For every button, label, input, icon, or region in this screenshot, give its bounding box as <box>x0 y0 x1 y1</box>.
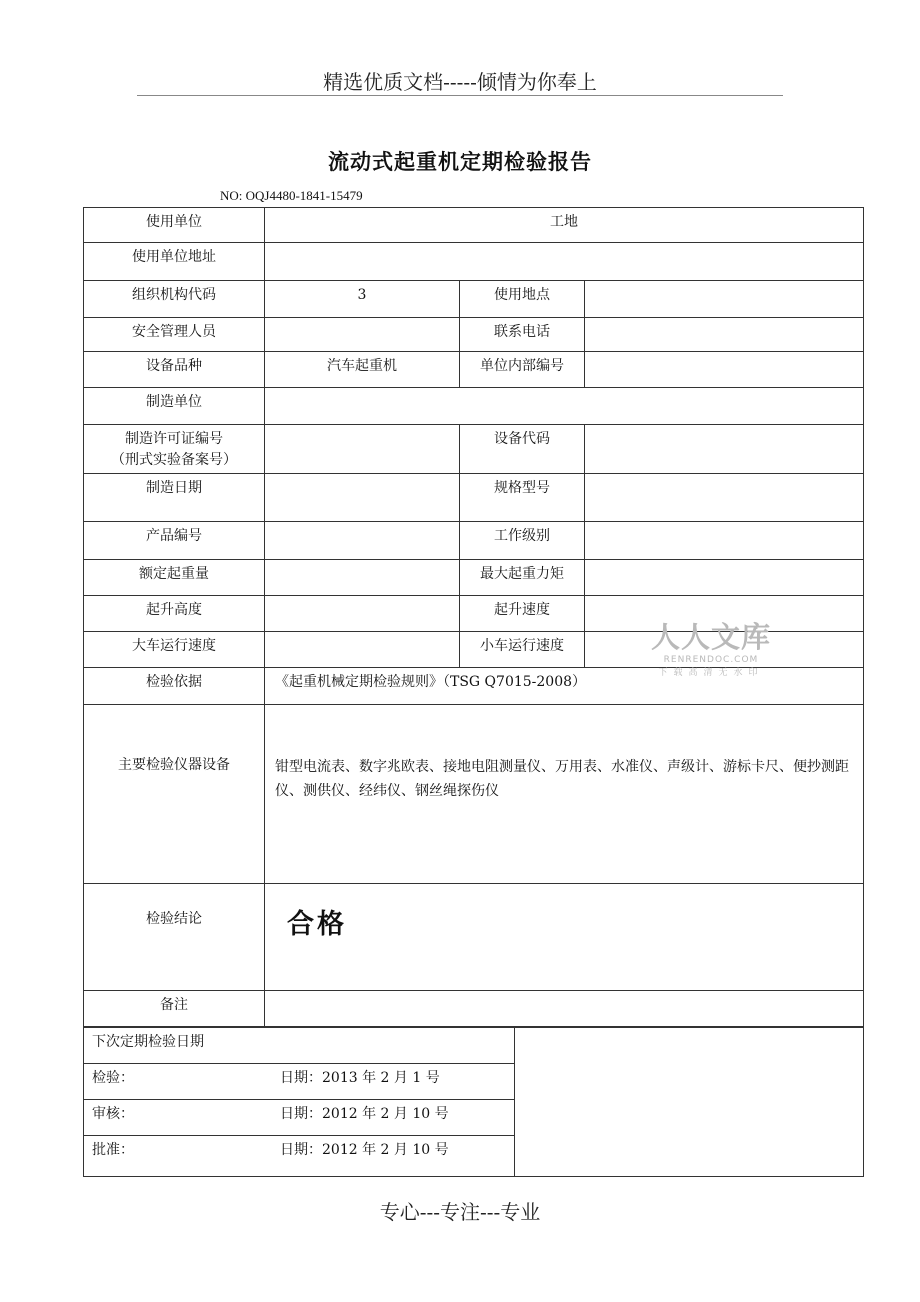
label-crane-speed: 大车运行速度 <box>84 632 265 668</box>
label-lift-height: 起升高度 <box>84 596 265 632</box>
signoff-date: 日期：2012 年 2 月 10 号 <box>280 1106 449 1122</box>
label-trolley-speed: 小车运行速度 <box>460 632 585 668</box>
table-row <box>84 281 864 318</box>
table-row <box>84 425 864 474</box>
value-internal-no <box>585 352 864 388</box>
value-user-address <box>265 243 864 281</box>
value-equipment-code <box>585 425 864 474</box>
label-conclusion: 检验结论 <box>84 884 265 991</box>
value-work-class <box>585 522 864 560</box>
watermark-logo <box>646 619 776 680</box>
label-license-no-line2: （刑式实验备案号） <box>111 452 237 468</box>
label-product-no: 产品编号 <box>84 522 265 560</box>
signoff-date: 日期：2012 年 2 月 10 号 <box>280 1142 449 1158</box>
table-row <box>84 388 864 425</box>
value-lift-height <box>265 596 460 632</box>
value-safety-manager <box>265 318 460 352</box>
label-manufacture-date: 制造日期 <box>84 474 265 522</box>
label-use-location: 使用地点 <box>460 281 585 318</box>
table-row <box>84 560 864 596</box>
value-use-location <box>585 281 864 318</box>
value-model <box>585 474 864 522</box>
value-remarks <box>265 991 864 1027</box>
label-license-no-line1: 制造许可证编号 <box>125 431 223 447</box>
label-org-code: 组织机构代码 <box>84 281 265 318</box>
signoff-row-inspection <box>84 1064 515 1100</box>
value-phone <box>585 318 864 352</box>
label-user-address: 使用单位地址 <box>84 243 265 281</box>
table-row <box>84 352 864 388</box>
value-manufacturer <box>265 388 864 425</box>
value-license-no <box>265 425 460 474</box>
value-user-unit: 工地 <box>265 208 864 243</box>
label-max-moment: 最大起重力矩 <box>460 560 585 596</box>
signoff-role: 审核： <box>92 1106 134 1122</box>
signoff-date: 日期：2013 年 2 月 1 号 <box>280 1070 440 1086</box>
value-rated-load <box>265 560 460 596</box>
signoff-table <box>83 1027 864 1177</box>
signoff-row-review <box>84 1100 515 1136</box>
value-manufacture-date <box>265 474 460 522</box>
value-product-no <box>265 522 460 560</box>
signoff-role: 检验： <box>92 1070 134 1086</box>
label-user-unit: 使用单位 <box>84 208 265 243</box>
label-instruments: 主要检验仪器设备 <box>84 705 265 884</box>
inspection-form-table <box>83 207 864 1027</box>
value-instruments: 钳型电流表、数字兆欧表、接地电阻测量仪、万用表、水准仪、声级计、游标卡尺、便抄测距仪、测供仪、经纬仪、钢丝绳探伤仪 <box>265 705 864 884</box>
page-header: 精选优质文档-----倾情为你奉上 <box>323 70 597 94</box>
value-org-code: 3 <box>265 281 460 318</box>
label-rated-load: 额定起重量 <box>84 560 265 596</box>
label-basis: 检验依据 <box>84 668 265 705</box>
label-work-class: 工作级别 <box>460 522 585 560</box>
label-internal-no: 单位内部编号 <box>460 352 585 388</box>
value-conclusion: 合格 <box>265 884 864 991</box>
watermark-domain: RENRENDOC.COM <box>663 655 759 665</box>
table-row <box>84 243 864 281</box>
label-safety-manager: 安全管理人员 <box>84 318 265 352</box>
label-lift-speed: 起升速度 <box>460 596 585 632</box>
table-row <box>84 208 864 243</box>
page-footer: 专心---专注---专业 <box>379 1200 541 1224</box>
label-model: 规格型号 <box>460 474 585 522</box>
value-crane-speed <box>265 632 460 668</box>
table-row <box>84 474 864 522</box>
label-phone: 联系电话 <box>460 318 585 352</box>
table-row <box>84 522 864 560</box>
label-equipment-code: 设备代码 <box>460 425 585 474</box>
table-row <box>84 705 864 884</box>
value-equipment-type: 汽车起重机 <box>265 352 460 388</box>
signoff-role: 批准： <box>92 1142 134 1158</box>
watermark-main-text: 人人文库 <box>650 620 771 654</box>
table-row <box>84 884 864 991</box>
label-equipment-type: 设备品种 <box>84 352 265 388</box>
watermark-tagline: 下载高清无水印 <box>658 668 764 678</box>
table-row <box>84 318 864 352</box>
value-basis: 《起重机械定期检验规则》（TSG Q7015-2008） <box>265 668 864 705</box>
header-divider <box>137 95 783 96</box>
value-max-moment <box>585 560 864 596</box>
label-license-no <box>84 425 265 474</box>
signoff-blank-cell <box>515 1028 864 1177</box>
signoff-row-approval <box>84 1136 515 1177</box>
label-manufacturer: 制造单位 <box>84 388 265 425</box>
report-number: NO: OQJ4480-1841-15479 <box>220 188 363 203</box>
label-remarks: 备注 <box>84 991 265 1027</box>
table-row <box>84 991 864 1027</box>
next-inspection-date-label: 下次定期检验日期 <box>84 1028 515 1064</box>
report-title: 流动式起重机定期检验报告 <box>328 150 592 174</box>
table-row <box>84 1028 864 1064</box>
